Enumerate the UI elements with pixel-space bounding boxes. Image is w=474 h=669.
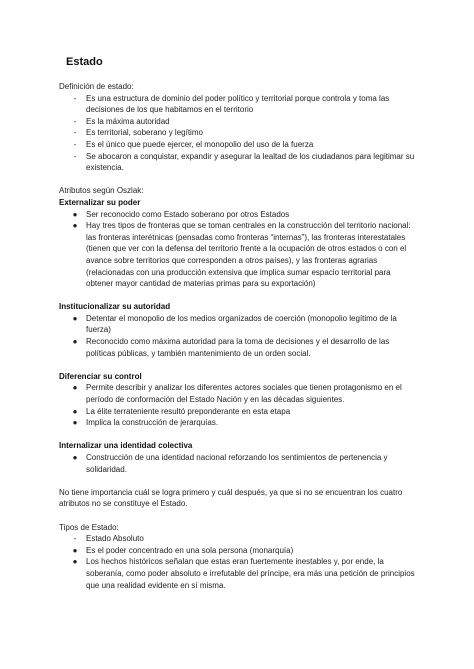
- atributos-intro: Atributos según Oszlak:: [59, 186, 144, 196]
- list-item: ● La élite terrateniente resultó preponderante en esta etapa: [59, 406, 419, 418]
- list-item: ● Permite describir y analizar los diferentes actores sociales que tienen protagonismo en el período de conformación del Estado Nación y en las décadas siguientes.: [59, 382, 419, 405]
- bullet-marker: ●: [72, 545, 78, 555]
- list-item: - Es el único que puede ejercer, el monopolio del uso de la fuerza: [59, 139, 419, 151]
- tipos-list: [59, 533, 419, 591]
- bullet-marker: ●: [72, 383, 78, 393]
- page-title: Estado: [66, 56, 103, 68]
- internalizar-list: [59, 452, 419, 475]
- bullet-marker: ●: [72, 406, 78, 416]
- list-item: - Es una estructura de dominio del poder político y territorial porque controla y toma las decisiones de los que habitamos en el territorio: [59, 93, 419, 116]
- dash-marker: -: [73, 128, 77, 138]
- section-heading-externalizar: Externalizar su poder: [59, 197, 141, 207]
- bullet-marker: ●: [72, 453, 78, 462]
- bullet-marker: ●: [72, 221, 78, 231]
- list-item: ● Ser reconocido como Estado soberano por otros Estados: [59, 209, 419, 221]
- definicion-list: [59, 93, 419, 174]
- list-item: - Estado Absoluto: [59, 533, 419, 545]
- dash-marker: -: [73, 534, 77, 544]
- diferenciar-list: [59, 382, 419, 428]
- externalizar-list: [59, 209, 419, 290]
- section-heading-institucionalizar: Institucionalizar su autoridad: [59, 302, 171, 312]
- bullet-marker: ●: [72, 337, 78, 347]
- list-item: ● Construcción de una identidad nacional reforzando los sentimientos de pertenencia y solidaridad.: [59, 452, 419, 475]
- list-item: - Se abocaron a conquistar, expandir y asegurar la lealtad de los ciudadanos para legitimar su existencia.: [59, 151, 419, 174]
- bullet-marker: ●: [72, 557, 78, 567]
- document-body: [59, 81, 419, 591]
- list-item: ● Reconocido como máxima autoridad para la toma de decisiones y el desarrollo de las políticas públicas, y también mantenimiento de un orden social.: [59, 336, 419, 359]
- list-item: ● Los hechos históricos señalan que estas eran fuertemente inestables y, por ende, la soberanía, como poder absoluto e irrefutable del príncipe, era más una petición de principios que una realidad evidente en sí misma.: [59, 556, 419, 591]
- list-item: ● Detentar el monopolio de los medios organizados de coerción (monopolio legítimo de la fuerza): [59, 313, 419, 336]
- definicion-intro: Definición de estado:: [59, 82, 134, 91]
- dash-marker: -: [73, 139, 77, 149]
- bullet-marker: ●: [72, 313, 78, 323]
- section-heading-diferenciar: Diferenciar su control: [59, 371, 142, 381]
- tipos-intro: Tipos de Estado:: [59, 522, 119, 532]
- section-heading-internalizar: Internalizar una identidad colectiva: [59, 441, 193, 451]
- nota-paragraph: No tiene importancia cuál se logra primero y cuál después, ya que si no se encuentran los cuatro atributos no se constituye el Estado.: [59, 487, 403, 509]
- list-item: ● Es el poder concentrado en una sola persona (monarquía): [59, 545, 419, 557]
- list-item: - Es la máxima autoridad: [59, 116, 419, 128]
- dash-marker: -: [73, 116, 77, 126]
- list-item: ● Implica la construcción de jerarquías.: [59, 417, 419, 429]
- dash-marker: -: [73, 151, 77, 161]
- institucionalizar-list: [59, 313, 419, 359]
- dash-marker: -: [73, 93, 77, 103]
- bullet-marker: ●: [72, 418, 78, 428]
- bullet-marker: ●: [72, 209, 78, 219]
- list-item: ● Hay tres tipos de fronteras que se toman centrales en la construcción del territorio nacional: las fronteras interétnicas (pensadas como fronteras “internas”), las fronteras interestatales (tienen que ver con la defensa del territorio frente a la ocupación de otros estados o con el avance sobre territorios que corresponden a otros países), y las fronteras agrarias (relacionadas con una producción extensiva que implica sumar espacio territorial para obtener mayor cantidad de materias primas para su exportación): [59, 220, 419, 290]
- list-item: - Es territorial, soberano y legítimo: [59, 127, 419, 139]
